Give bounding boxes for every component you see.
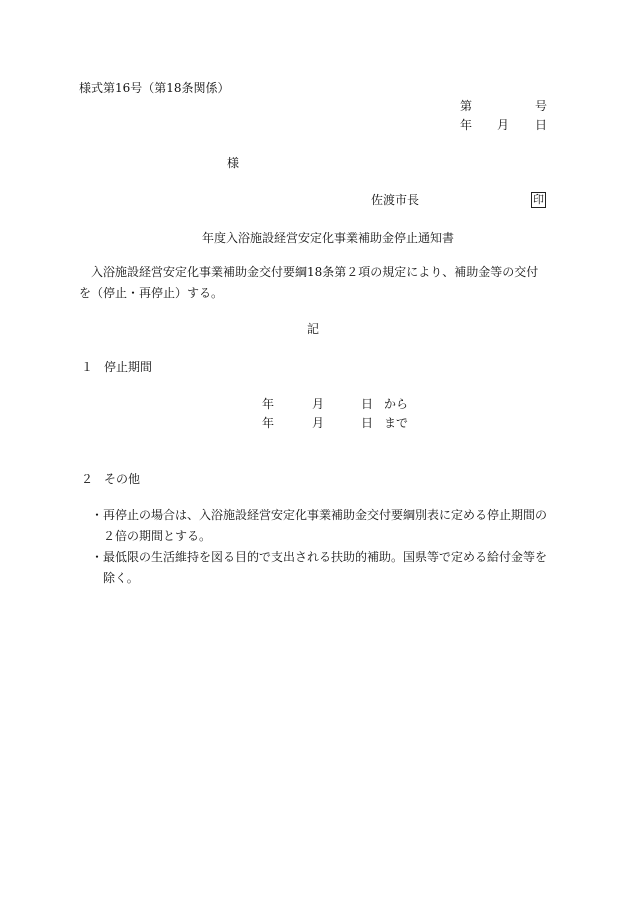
document-title: 年度入浴施設経営安定化事業補助金停止通知書 (202, 231, 455, 245)
doc-number-suffix: 号 (535, 99, 548, 113)
section2-note-1: ・再停止の場合は、入浴施設経営安定化事業補助金交付要綱別表に定める停止期間の２倍の期間とする。 (91, 508, 548, 543)
section2-note-2: ・最低限の生活維持を図る目的で支出される扶助的補助。国県等で定める給付金等を除く。 (91, 550, 548, 585)
period-from-day: 日 (361, 397, 374, 411)
period-from-year: 年 (262, 397, 275, 411)
addressee-suffix: 様 (227, 156, 240, 170)
section1-heading: 停止期間 (104, 360, 153, 374)
issuer-name: 佐渡市長 (371, 193, 420, 207)
period-from-month: 月 (312, 397, 325, 411)
period-to-year: 年 (262, 416, 275, 430)
section2-heading: その他 (104, 472, 141, 486)
period-to-month: 月 (312, 416, 325, 430)
section2-number: ２ (81, 472, 94, 486)
period-to-day: 日 (361, 416, 374, 430)
doc-number-prefix: 第 (460, 99, 473, 113)
section1-number: １ (81, 360, 94, 374)
date-year: 年 (460, 118, 473, 132)
seal-mark: 印 (533, 193, 544, 206)
seal-box (531, 192, 546, 208)
record-label: 記 (307, 322, 320, 336)
period-to-suffix: まで (384, 416, 409, 430)
date-day: 日 (535, 118, 548, 132)
date-month: 月 (497, 118, 510, 132)
period-from-suffix: から (384, 397, 409, 411)
form-id: 様式第16号（第18条関係） (79, 81, 230, 95)
body-paragraph: 入浴施設経営安定化事業補助金交付要綱18条第２項の規定により、補助金等の交付を（停止・再停止）する。 (79, 265, 539, 300)
